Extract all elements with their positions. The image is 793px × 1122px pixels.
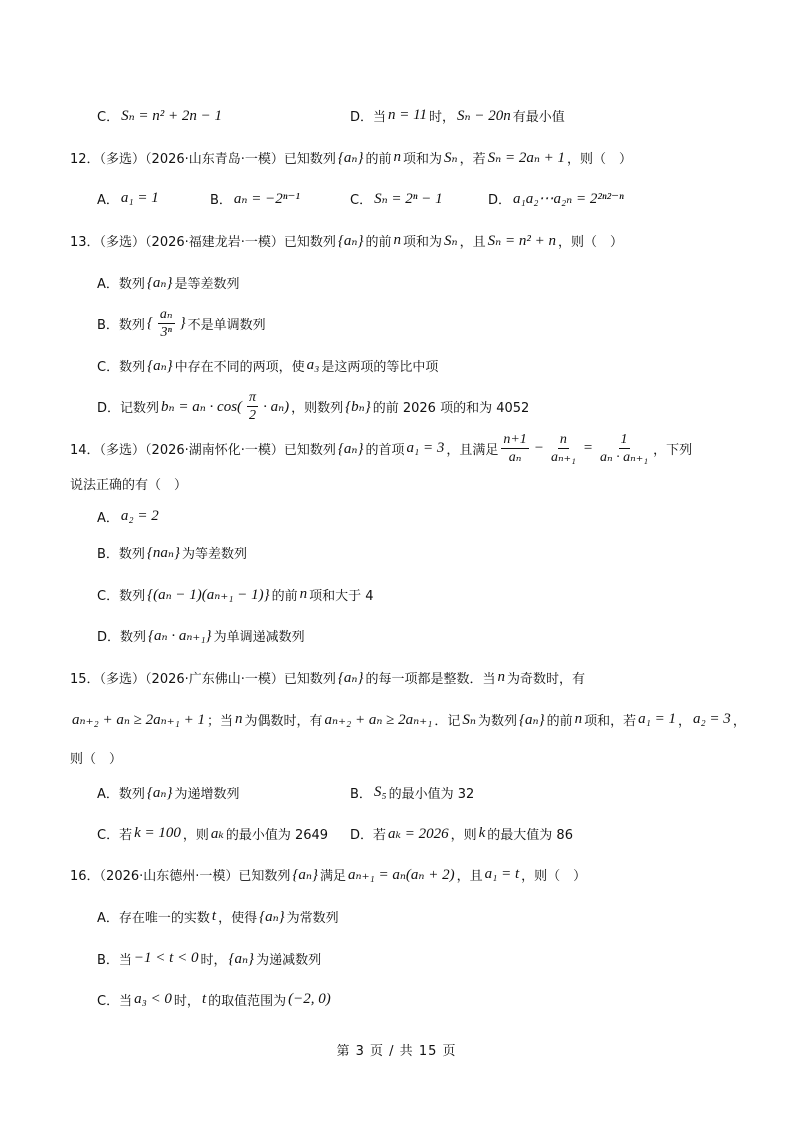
q11-opt-c <box>97 95 224 135</box>
q15-opt-d <box>350 813 573 853</box>
math-expression: {aₙ} <box>292 866 318 883</box>
math-expression: a₁ = t <box>484 865 520 882</box>
text-run: B．数列 <box>97 317 145 333</box>
math-expression: {aₙ} <box>146 784 173 801</box>
q13-opt-a <box>97 262 240 302</box>
text-run: 的前 2026 项的和为 4052 <box>372 400 530 416</box>
fraction-denominator: aₙ · aₙ₊₁ <box>600 449 649 465</box>
math-expression: a₃ < 0 <box>134 990 172 1007</box>
text-run: 的每一项都是整数．当 <box>365 671 496 687</box>
q12-opt-b <box>210 178 302 218</box>
text-run: 有最小值 <box>512 109 565 125</box>
math-expression: a₂ = 3 <box>692 710 731 727</box>
text-run: 12．（多选）（2026·山东青岛·一模）已知数列 <box>70 151 336 167</box>
math-expression: −1 < t < 0 <box>133 949 199 966</box>
text-run: B． <box>210 192 232 208</box>
text-run: 项和为 <box>403 234 443 250</box>
fraction-denominator: aₙ₊₁ <box>550 449 576 465</box>
math-expression: a₂ = 2 <box>120 507 159 524</box>
text-run: 的前 <box>365 234 392 250</box>
math-expression: {aₙ · aₙ₊₁} <box>148 627 212 644</box>
math-expression: { <box>146 314 153 331</box>
text-run: 的最小值为 32 <box>388 786 475 802</box>
text-run: 中存在不同的两项，使 <box>174 359 305 375</box>
q15-stem-2 <box>70 699 746 739</box>
fraction-numerator: π <box>249 389 257 405</box>
text-run: B．当 <box>97 952 132 968</box>
text-run: ，则 <box>450 827 477 843</box>
text-run: 的前 <box>271 588 298 604</box>
math-expression: − <box>533 439 544 456</box>
text-run: 的首项 <box>365 442 405 458</box>
text-run: 为奇数时，有 <box>507 671 586 687</box>
q12-opt-a <box>97 178 161 218</box>
math-expression: Sₙ = n² + 2n − 1 <box>121 107 223 124</box>
q15-opt-a <box>97 772 240 812</box>
fraction-numerator: n+1 <box>503 431 527 447</box>
text-run: D．数列 <box>97 629 147 645</box>
text-run: 的前 <box>546 713 573 729</box>
text-run: 为等差数列 <box>182 546 248 562</box>
text-run: ；当 <box>206 713 233 729</box>
math-expression: {aₙ} <box>337 669 364 686</box>
math-expression: k <box>478 824 486 841</box>
math-fraction <box>549 431 578 466</box>
math-fraction <box>158 306 175 341</box>
math-expression: } <box>179 314 186 331</box>
text-run: 的最大值为 86 <box>487 827 573 843</box>
math-expression: t <box>201 990 207 1007</box>
text-run: 满足 <box>319 868 346 884</box>
text-run: ，则 <box>182 827 209 843</box>
text-run: 为数列 <box>477 713 517 729</box>
math-expression: {(aₙ − 1)(aₙ₊₁ − 1)} <box>147 586 270 603</box>
text-run: ．记 <box>434 713 461 729</box>
fraction-numerator: 1 <box>620 431 628 447</box>
text-run: ， <box>677 713 691 729</box>
q13-opt-b <box>97 303 266 343</box>
math-expression: t <box>211 907 217 924</box>
q14-opt-c <box>97 574 374 614</box>
math-expression: {aₙ} <box>337 149 364 166</box>
math-fraction <box>598 431 650 466</box>
text-run: B．数列 <box>97 546 145 562</box>
math-expression: n <box>235 710 243 727</box>
text-run: 为偶数时，有 <box>244 713 323 729</box>
math-expression: bₙ = aₙ · cos( <box>161 398 243 415</box>
q16-opt-c <box>97 979 333 1019</box>
text-run: 15．（多选）（2026·广东佛山·一模）已知数列 <box>70 671 336 687</box>
q15-stem <box>70 657 585 697</box>
q16-opt-b <box>97 938 321 978</box>
fraction-denominator: 3ⁿ <box>160 324 172 340</box>
q16-opt-a <box>97 896 339 936</box>
text-run: ，若 <box>459 151 486 167</box>
text-run: ，下列 <box>653 442 693 458</box>
math-fraction <box>247 389 258 424</box>
math-expression: (−2, 0) <box>288 990 331 1007</box>
text-run: ， <box>732 713 746 729</box>
math-expression: n = 11 <box>388 106 428 123</box>
math-expression: a₁a₂⋯a₂ₙ = 2²ⁿ²⁻ⁿ <box>513 190 624 207</box>
math-expression: a₁ = 1 <box>638 710 676 727</box>
q15-opt-c <box>97 813 328 853</box>
text-run: 时， <box>429 109 456 125</box>
text-run: 为递增数列 <box>174 786 240 802</box>
math-expression: aₙ₊₂ + aₙ ≥ 2aₙ₊₁ + 1 <box>72 711 205 728</box>
q12-stem <box>70 137 632 177</box>
q12-opt-c <box>350 178 445 218</box>
math-expression: Sₙ − 20n <box>457 107 511 124</box>
text-run: 14．（多选）（2026·湖南怀化·一模）已知数列 <box>70 442 336 458</box>
q11-opt-d <box>350 95 565 135</box>
math-expression: n <box>574 710 583 727</box>
math-expression: {aₙ} <box>259 908 285 925</box>
text-run: A．数列 <box>97 786 145 802</box>
math-expression: {aₙ} <box>228 950 255 967</box>
math-fraction <box>501 431 528 466</box>
math-expression: a₃ <box>306 356 320 373</box>
text-run: A．数列 <box>97 276 145 292</box>
math-expression: {bₙ} <box>345 398 371 415</box>
text-run: 为常数列 <box>286 910 339 926</box>
text-run: ，则（ ） <box>557 234 623 250</box>
math-expression: n <box>393 148 401 165</box>
q15-opt-b <box>350 772 474 812</box>
page-footer: 第 3 页 / 共 15 页 <box>336 1044 457 1059</box>
text-run: ，且 <box>456 868 483 884</box>
q15-stem-3 <box>70 737 122 777</box>
fraction-numerator: n <box>559 431 567 447</box>
q14-opt-b <box>97 532 247 572</box>
math-expression: Sₙ = 2aₙ + 1 <box>487 149 566 166</box>
math-expression: {aₙ} <box>147 357 173 374</box>
text-run: D．记数列 <box>97 400 160 416</box>
q16-stem <box>70 854 586 894</box>
q12-opt-d <box>488 178 626 218</box>
q13-opt-d <box>97 386 529 426</box>
text-run: ，则数列 <box>291 400 344 416</box>
q13-opt-c <box>97 345 438 385</box>
math-expression: Sₙ <box>444 149 458 166</box>
text-run: 为递减数列 <box>256 952 322 968</box>
math-expression: aₙ₊₁ = aₙ(aₙ + 2) <box>348 866 455 883</box>
text-run: 不是单调数列 <box>187 317 266 333</box>
q14-stem <box>70 428 692 468</box>
text-run: C．若 <box>97 827 133 843</box>
text-run: 16．（2026·山东德州·一模）已知数列 <box>70 868 291 884</box>
text-run: A．存在唯一的实数 <box>97 910 210 926</box>
math-expression: = <box>582 439 593 456</box>
q14-opt-a <box>97 496 161 536</box>
math-expression: aₖ <box>210 825 224 842</box>
text-run: C． <box>350 192 373 208</box>
q13-stem <box>70 220 623 260</box>
text-run: 项和大于 4 <box>309 588 374 604</box>
text-run: 13．（多选）（2026·福建龙岩·一模）已知数列 <box>70 234 336 250</box>
text-run: 的前 <box>365 151 392 167</box>
math-expression: {aₙ} <box>519 711 545 728</box>
math-expression: n <box>299 585 308 602</box>
text-run: C．数列 <box>97 359 146 375</box>
math-expression: Sₙ <box>444 232 458 249</box>
text-run: 的最小值为 2649 <box>225 827 329 843</box>
text-run: ，使得 <box>218 910 258 926</box>
text-run: B． <box>350 786 372 802</box>
math-expression: a₁ = 3 <box>406 439 445 456</box>
fraction-denominator: 2 <box>249 407 257 423</box>
text-run: 项和，若 <box>584 713 637 729</box>
math-expression: n <box>393 231 401 248</box>
math-expression: {naₙ} <box>146 544 180 561</box>
math-expression: k = 100 <box>134 824 181 841</box>
text-run: ，则（ ） <box>567 151 633 167</box>
math-expression: Sₙ = n² + n <box>487 232 556 249</box>
text-run: 说法正确的有（ ） <box>70 477 188 493</box>
text-run: ，且满足 <box>446 442 499 458</box>
text-run: C．当 <box>97 993 133 1009</box>
math-expression: aₙ₊₂ + aₙ ≥ 2aₙ₊₁ <box>324 711 433 728</box>
text-run: A． <box>97 192 119 208</box>
math-expression: {aₙ} <box>337 440 364 457</box>
fraction-numerator: aₙ <box>159 306 173 322</box>
math-expression: {aₙ} <box>337 232 364 249</box>
math-expression: aₙ = −2ⁿ⁻¹ <box>233 190 300 207</box>
math-expression: · aₙ) <box>263 398 290 415</box>
text-run: D． <box>488 192 512 208</box>
math-expression: a₁ = 1 <box>120 189 159 206</box>
text-run: C． <box>97 109 120 125</box>
text-run: A． <box>97 510 119 526</box>
text-run: 的取值范围为 <box>208 993 287 1009</box>
text-run: 为单调递减数列 <box>213 629 305 645</box>
text-run: 是这两项的等比中项 <box>321 359 439 375</box>
text-run: 项和为 <box>403 151 443 167</box>
math-expression: {aₙ} <box>146 274 173 291</box>
text-run: 是等差数列 <box>174 276 240 292</box>
text-run: D．若 <box>350 827 387 843</box>
text-run: D．当 <box>350 109 387 125</box>
q14-opt-d <box>97 615 305 655</box>
text-run: ，且 <box>459 234 486 250</box>
text-run: 时， <box>200 952 227 968</box>
text-run: C．数列 <box>97 588 146 604</box>
math-expression: Sₙ = 2ⁿ − 1 <box>374 190 443 207</box>
math-expression: S₅ <box>373 783 387 800</box>
text-run: 则（ ） <box>70 751 123 767</box>
text-run: 时， <box>173 993 200 1009</box>
text-run: ，则（ ） <box>521 868 587 884</box>
math-expression: aₖ = 2026 <box>388 825 449 842</box>
math-expression: Sₙ <box>462 711 476 728</box>
fraction-denominator: aₙ <box>508 449 522 465</box>
math-expression: n <box>497 668 505 685</box>
